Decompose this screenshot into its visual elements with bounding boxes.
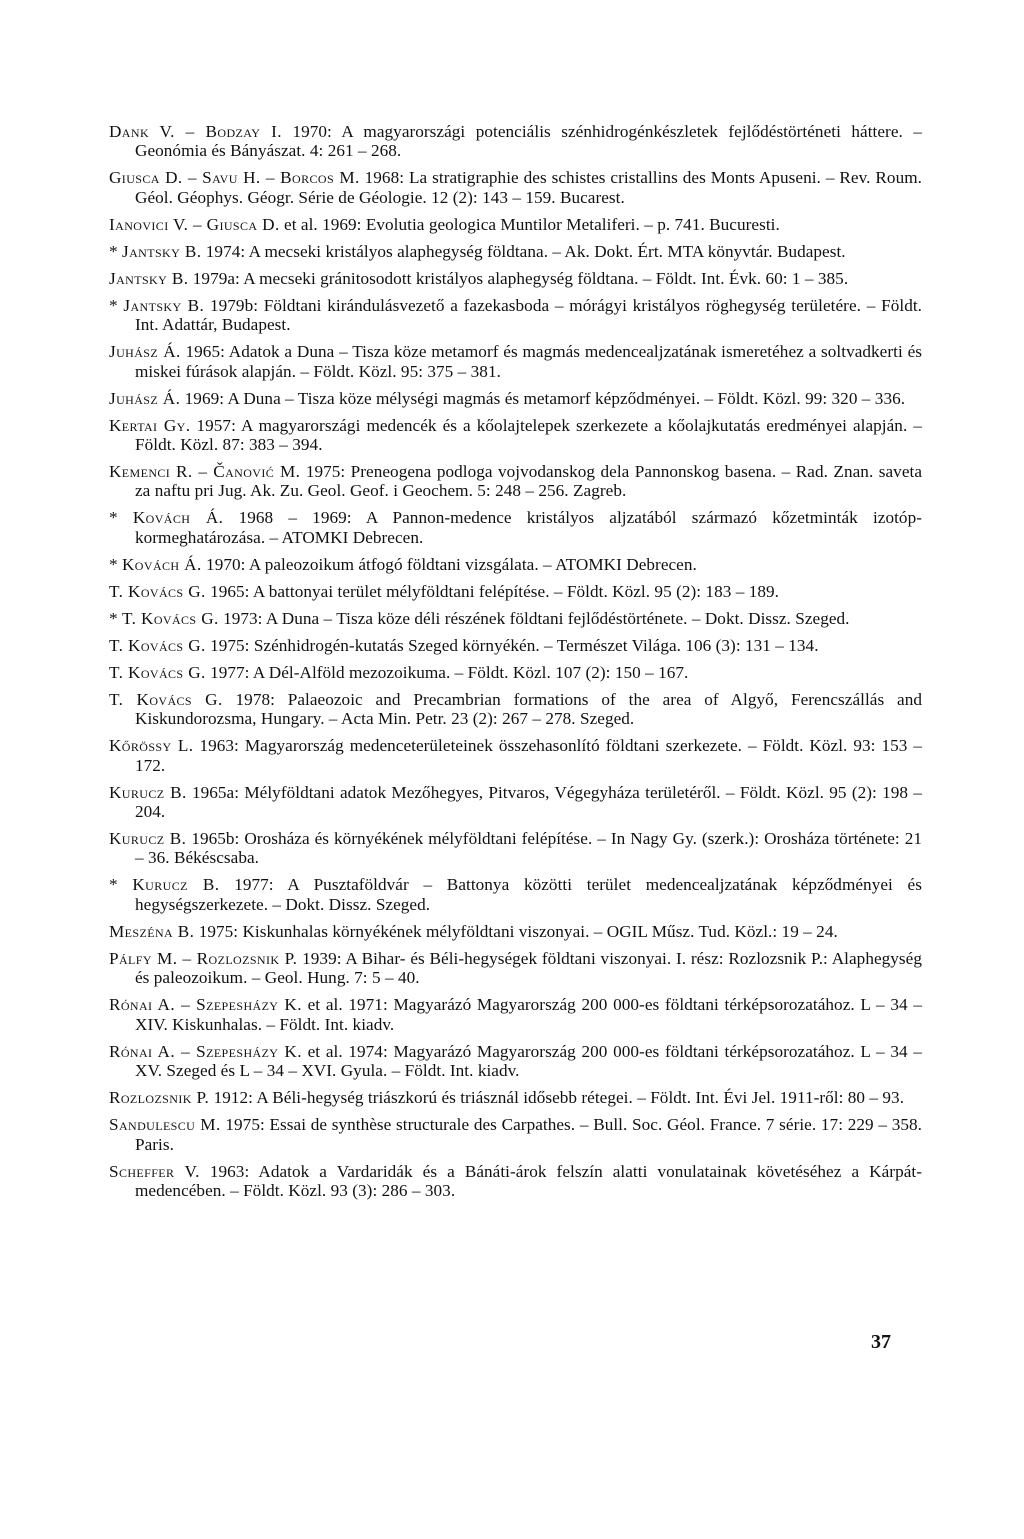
reference-text: 1965a: Mélyföldtani adatok Mezőhegyes, Pitvaros, Végegyháza területéről. – Földt. Közl. 95 (2): 198 – 204.: [135, 782, 923, 822]
reference-authors: Sandulescu M.: [109, 1115, 221, 1135]
reference-authors: Kovách Á.: [132, 508, 224, 528]
reference-text: 1970: A magyarországi potenciális szénhidrogénkészletek fejlődéstörténeti háttere. – Geonómia és Bányászat. 4: 261 – 268.: [135, 122, 922, 161]
reference-authors: Dank V. – Bodzay I.: [109, 122, 282, 141]
reference-text: 1957: A magyarországi medencék és a kőolajtelepek szerkezete a kőolajkutatás eredményei alapján. – Földt. Közl. 87: 383 – 394.: [135, 415, 922, 455]
reference-authors: T. Kovács G.: [109, 635, 206, 655]
reference-entry: [109, 636, 922, 655]
reference-entry: [109, 122, 922, 161]
reference-entry: [109, 242, 922, 261]
reference-text: et al. 1971: Magyarázó Magyarország 200 000-es földtani térképsorozatához. L – 34 – XIV. Kiskunhalas. – Földt. Int. kiadv.: [135, 995, 922, 1034]
reference-marker: *: [109, 554, 122, 574]
reference-list: [109, 122, 922, 1208]
reference-text: 1963: Adatok a Vardaridák és a Bánáti-árok felszín alatti vonulatainak követéséhez a Kárpát-medencében. – Földt. Közl. 93 (3): 286 – 303.: [135, 1161, 922, 1200]
reference-text: 1965: Adatok a Duna – Tisza köze metamorf és magmás medencealjzatának ismeretéhez a soltvadkerti és miskei fúrások alapján. – Földt. Közl. 95: 375 – 381.: [135, 342, 922, 381]
reference-text: 1979a: A mecseki gránitosodott kristályos alaphegység földtana. – Földt. Int. Évk. 60: 1 – 385.: [192, 268, 849, 288]
reference-authors: Kemenci R. – Čanović M.: [109, 462, 301, 482]
page-number: 37: [871, 1331, 891, 1353]
reference-authors: T. Kovács G.: [109, 581, 206, 601]
reference-marker: *: [109, 295, 124, 315]
reference-text: 1968: La stratigraphie des schistes cristallins des Monts Apuseni. – Rev. Roum. Géol. Géophys. Géogr. Série de Géologie. 12 (2): 143 – 159. Bucarest.: [135, 168, 922, 207]
reference-authors: Rozlozsnik P.: [109, 1088, 210, 1108]
reference-authors: Juhász Á.: [109, 342, 181, 362]
reference-text: 1965b: Orosháza és környékének mélyföldtani felépítése. – In Nagy Gy. (szerk.): Orosháza története: 21 – 36. Békéscsaba.: [135, 829, 922, 868]
reference-entry: [109, 1115, 922, 1154]
reference-authors: Rónai A. – Szepesházy K.: [109, 995, 302, 1015]
reference-text: et al. 1974: Magyarázó Magyarország 200 000-es földtani térképsorozatához. L – 34 – XV. Szeged és L – 34 – XVI. Gyula. – Földt. Int. kiadv.: [135, 1041, 922, 1081]
reference-entry: [109, 995, 922, 1034]
reference-text: 1974: A mecseki kristályos alaphegység földtana. – Ak. Dokt. Ért. MTA könyvtár. Budapest.: [205, 241, 846, 261]
reference-authors: Meszéna B.: [109, 921, 195, 941]
reference-authors: Juhász Á.: [109, 388, 181, 408]
reference-text: 1978: Palaeozoic and Precambrian formations of the area of Algyő, Ferencszállás and Kiskundorozsma, Hungary. – Acta Min. Petr. 23 (2): 267 – 278. Szeged.: [135, 689, 922, 729]
reference-entry: [109, 296, 922, 335]
reference-text: 1963: Magyarország medenceterületeinek összehasonlító földtani szerkezete. – Földt. Közl. 93: 153 – 172.: [135, 736, 922, 775]
reference-authors: Kurucz B.: [109, 829, 187, 849]
reference-text: 1973: A Duna – Tisza köze déli részének földtani fejlődéstörténete. – Dokt. Dissz. Szeged.: [223, 608, 850, 628]
reference-authors: Kurucz B.: [132, 875, 220, 895]
reference-marker: *: [109, 608, 122, 628]
reference-text: 1975: Essai de synthèse structurale des Carpathes. – Bull. Soc. Géol. France. 7 série. 17: 229 – 358. Paris.: [135, 1115, 922, 1154]
reference-marker: *: [109, 241, 122, 261]
reference-entry: [109, 1162, 922, 1201]
reference-entry: [109, 829, 922, 868]
reference-entry: [109, 1042, 922, 1081]
reference-authors: Kovách Á.: [122, 554, 202, 574]
reference-text: 1968 – 1969: A Pannon-medence kristályos aljzatából származó kőzetminták izotóp-kormeghatározása. – ATOMKI Debrecen.: [135, 508, 922, 547]
reference-entry: [109, 462, 922, 501]
reference-authors: Jantsky B.: [109, 268, 189, 288]
reference-text: 1912: A Béli-hegység triászkorú és triásznál idősebb rétegei. – Földt. Int. Évi Jel. 1911-ről: 80 – 93.: [213, 1088, 905, 1108]
reference-entry: [109, 783, 922, 822]
reference-entry: [109, 690, 922, 729]
reference-entry: [109, 663, 922, 682]
reference-text: 1977: A Dél-Alföld mezozoikuma. – Földt. Közl. 107 (2): 150 – 167.: [210, 662, 689, 682]
reference-authors: Jantsky B.: [122, 241, 202, 261]
reference-entry: [109, 609, 922, 628]
reference-authors: Kertai Gy.: [109, 415, 191, 435]
reference-authors: Giusca D. – Savu H. – Borcos M.: [109, 168, 360, 188]
reference-text: et al. 1969: Evolutia geologica Muntilor Metaliferi. – p. 741. Bucuresti.: [284, 214, 780, 234]
reference-authors: T. Kovács G.: [109, 689, 223, 709]
reference-authors: Pálfy M. – Rozlozsnik P.: [109, 948, 298, 968]
reference-entry: [109, 215, 922, 234]
reference-text: 1979b: Földtani kirándulásvezető a fazekasboda – mórágyi kristályos röghegység területére. – Földt. Int. Adattár, Budapest.: [135, 295, 923, 335]
reference-entry: [109, 875, 922, 914]
reference-entry: [109, 555, 922, 574]
reference-text: 1965: A battonyai terület mélyföldtani felépítése. – Földt. Közl. 95 (2): 183 – 189.: [210, 581, 779, 601]
reference-entry: [109, 1088, 922, 1107]
reference-entry: [109, 342, 922, 381]
reference-entry: [109, 389, 922, 408]
reference-entry: [109, 582, 922, 601]
reference-authors: Rónai A. – Szepesházy K.: [109, 1041, 302, 1061]
reference-text: 1975: Szénhidrogén-kutatás Szeged környékén. – Természet Világa. 106 (3): 131 – 134.: [210, 635, 819, 655]
reference-entry: [109, 416, 922, 455]
reference-text: 1977: A Pusztaföldvár – Battonya közötti terület medencealjzatának képződményei és hegységszerkezete. – Dokt. Dissz. Szeged.: [135, 875, 922, 914]
reference-entry: [109, 949, 922, 988]
reference-text: 1939: A Bihar- és Béli-hegységek földtani viszonyai. I. rész: Rozlozsnik P.: Alaphegység és paleozoikum. – Geol. Hung. 7: 5 – 40.: [135, 948, 922, 988]
reference-authors: Scheffer V.: [109, 1161, 200, 1181]
reference-authors: T. Kovács G.: [122, 608, 219, 628]
reference-text: 1975: Kiskunhalas környékének mélyföldtani viszonyai. – OGIL Műsz. Tud. Közl.: 19 – 24.: [198, 921, 838, 941]
reference-authors: Kurucz B.: [109, 782, 187, 802]
reference-entry: [109, 508, 922, 547]
reference-entry: [109, 168, 922, 207]
reference-entry: [109, 269, 922, 288]
reference-entry: [109, 736, 922, 775]
reference-authors: Kőrössy L.: [109, 736, 194, 756]
reference-authors: Jantsky B.: [123, 295, 205, 315]
reference-text: 1975: Preneogena podloga vojvodanskog dela Pannonskog basena. – Rad. Znan. saveta za naftu pri Jug. Ak. Zu. Geol. Geof. i Geochem. 5: 248 – 256. Zagreb.: [135, 462, 922, 501]
reference-entry: [109, 922, 922, 941]
reference-marker: *: [109, 508, 133, 528]
reference-authors: Ianovici V. – Giusca D.: [109, 214, 280, 234]
reference-marker: *: [109, 875, 133, 895]
reference-text: 1970: A paleozoikum átfogó földtani vizsgálata. – ATOMKI Debrecen.: [206, 554, 697, 574]
reference-authors: T. Kovács G.: [109, 662, 206, 682]
reference-text: 1969: A Duna – Tisza köze mélységi magmás és metamorf képződményei. – Földt. Közl. 99: 320 – 336.: [184, 388, 906, 408]
